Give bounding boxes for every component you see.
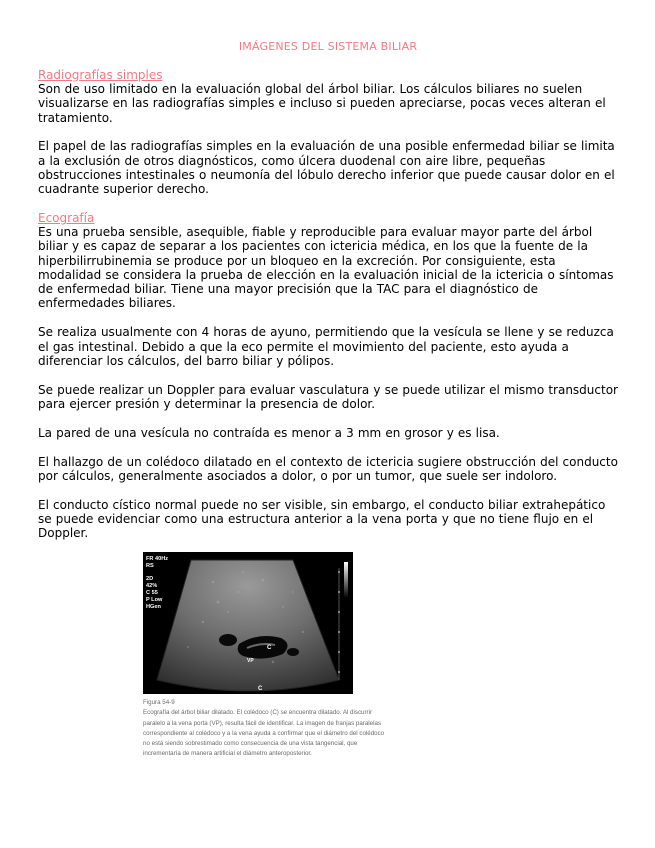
paragraph: El papel de las radiografías simples en la evaluación de una posible enfermedad biliar se limita a la exclusión de otros diagnósticos, como úlcera duodenal con aire libre, pequeñas obstrucciones intestinales o neumonía del lóbulo derecho inferior que puede causar dolor en el cuadrante superior derecho. [38,139,615,197]
paragraph: El hallazgo de un colédoco dilatado en el contexto de ictericia sugiere obstrucción del conducto por cálculos, generalmente asociados a dolor, o por un tumor, que suele ser indoloro. [38,454,618,483]
section-ecografia [38,211,618,541]
overlay-text: 42% [146,583,158,589]
caption-line: Ecografía del árbol biliar dilatado. El colédoco (C) se encuentra dilatado. Al discurrir [143,709,373,717]
label-c-lower: C [258,686,263,692]
overlay-text: C 55 [146,590,158,596]
caption-line: paralelo a la vena porta (VP), resulta fácil de identificar. La imagen de franjas paralelas [143,719,382,727]
paragraph: Se puede realizar un Doppler para evaluar vasculatura y se puede utilizar el mismo transductor para ejercer presión y determinar la presencia de dolor. [38,382,618,411]
caption-line: incrementaría de manera artificial el diámetro anteroposterior. [143,750,312,758]
section-heading: Radiografías simples [38,68,163,82]
document-title: IMÁGENES DEL SISTEMA BILIAR [238,40,418,53]
overlay-text: P Low [146,597,163,603]
label-c-upper: C [267,645,272,651]
caption-line: correspondiente al colédoco y a la vena ayuda a confirmar que el diámetro del colédoco [143,729,385,737]
paragraph: La pared de una vesícula no contraída es menor a 3 mm en grosor y es lisa. [38,425,500,440]
paragraph: El conducto cístico normal puede no ser visible, sin embargo, el conducto biliar extrahepático se puede evidenciar como una estructura anterior a la vena porta y que no tiene flujo en el Doppler. [38,497,606,541]
label-vp: VP [247,658,254,664]
caption-line: no está siendo sobrestimado como consecuencia de una vista tangencial, que [143,740,358,748]
overlay-text: RS [146,563,154,569]
section-radiografias [38,68,618,197]
figure-label: Figura 54-9 [143,699,175,706]
overlay-text: HGen [146,604,161,610]
ultrasound-image [143,552,353,694]
figure-caption [143,698,463,760]
overlay-text: FR 40Hz [146,556,169,562]
section-heading: Ecografía [38,211,95,225]
paragraph: Se realiza usualmente con 4 horas de ayuno, permitiendo que la vesícula se llene y se reduzca el gas intestinal. Debido a que la eco permite el movimiento del paciente, esto ayuda a diferenciar los cálculos, del barro biliar y pólipos. [38,325,614,368]
paragraph: Son de uso limitado en la evaluación global del árbol biliar. Los cálculos biliares no suelen visualizarse en las radiografías simples e incluso si pueden apreciarse, pocas veces alteran el tratamiento. [38,82,606,125]
paragraph: Es una prueba sensible, asequible, fiable y reproducible para evaluar mayor parte del árbol biliar y es capaz de separar a los pacientes con ictericia médica, en los que la fuente de la hiperbilirrubinemia se produce por un bloqueo en la excreción. Por consiguiente, esta modalidad se considera la prueba de elección en la evaluación inicial de la ictericia o síntomas de enfermedad biliar. Tiene una mayor precisión que la TAC para el diagnóstico de enfermedades biliares. [38,225,614,311]
overlay-text: 2D [146,576,154,582]
